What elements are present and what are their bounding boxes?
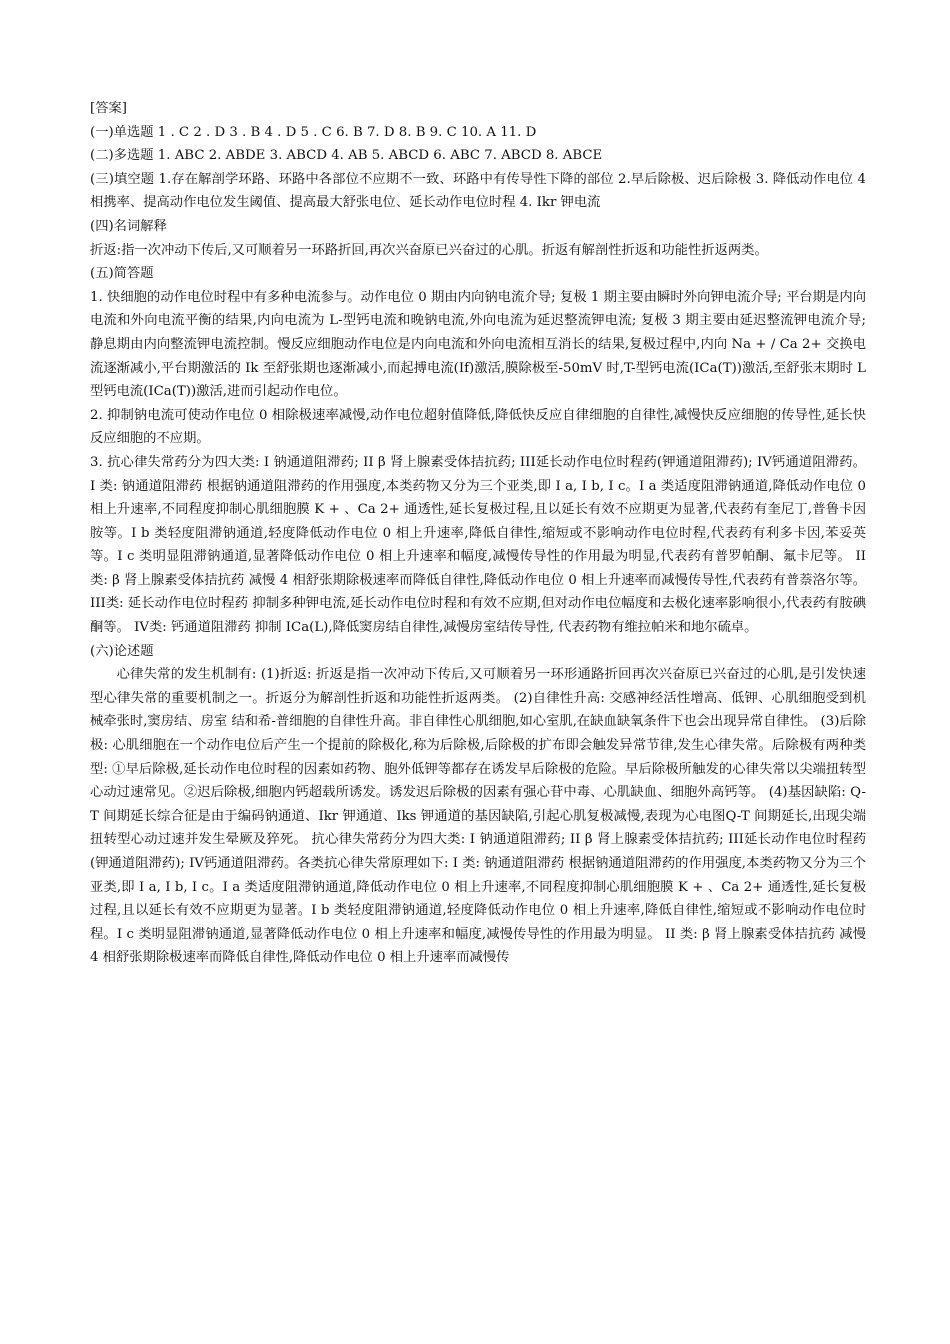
short-answer-3: 3. 抗心律失常药分为四大类: I 钠通道阻滞药; II β 肾上腺素受体拮抗药; III延长动作电位时程药(钾通道阻滞药); IV钙通道阻滞药。 I 类: 钠通道阻滞药 根据钠通道阻滞药的作用强度,本类药物又分为三个亚类,即 I a, I b, I c。I a 类适度阻滞钠通道,降低动作电位 0 相上升速率,不同程度抑制心肌细胞膜 K + 、Ca 2+ 通透性,延长复极过程,且以延长有效不应期更为显著,代表药有奎尼丁,普鲁卡因胺等。I b 类轻度阻滞钠通道,轻度降低动作电位 0 相上升速率,降低自律性,缩短或不影响动作电位时程,代表药有利多卡因,苯妥英等。I c 类明显阻滞钠通道,显著降低动作电位 0 相上升速率和幅度,减慢传导性的作用最为明显,代表药有普罗帕酮、氟卡尼等。 II 类: β 肾上腺素受体拮抗药 减慢 4 相舒张期除极速率而降低自律性,降低动作电位 0 相上升速率而减慢传导性,代表药有普萘洛尔等。 III类: 延长动作电位时程药 抑制多种钾电流,延长动作电位时程和有效不应期,但对动作电位幅度和去极化速率影响很小,代表药有胺碘酮等。 IV类: 钙通道阻滞药 抑制 ICa(L),降低窦房结自律性,减慢房室结传导性, 代表药物有维拉帕米和地尔硫卓。	[90, 454, 866, 636]
multiple-choice-answers: (二)多选题 1. ABC 2. ABDE 3. ABCD 4. AB 5. ABCD 6. ABC 7. ABCD 8. ABCE	[90, 148, 603, 164]
answer-document	[90, 97, 866, 970]
short-answer-1: 1. 快细胞的动作电位时程中有多种电流参与。动作电位 0 期由内向钠电流介导; 复极 1 期主要由瞬时外向钾电流介导; 平台期是内向电流和外向电流平衡的结果,内向电流为 L-型钙电流和晚钠电流,外向电流为延迟整流钾电流; 复极 3 期主要由延迟整流钾电流介导; 静息期由内向整流钾电流控制。慢反应细胞动作电位是内向电流和外向电流相互消长的结果,复极过程中,内向 Na + / Ca 2+ 交换电流逐渐减小,平台期激活的 Ik 至舒张期也逐渐减小,而起搏电流(If)激活,膜除极至-50mV 时,T-型钙电流(ICa(T))激活,至舒张末期时 L 型钙电流(ICa(T))激活,进而引起动作电位。	[90, 289, 866, 400]
short-answer-heading: (五)简答题	[90, 266, 154, 282]
short-answer-2: 2. 抑制钠电流可使动作电位 0 相除极速率减慢,动作电位超射值降低,降低快反应自律细胞的自律性,减慢快反应细胞的传导性,延长快反应细胞的不应期。	[90, 407, 866, 447]
answer-heading: [答案]	[90, 101, 127, 116]
fill-blank-answers: (三)填空题 1.存在解剖学环路、环路中各部位不应期不一致、环路中有传导性下降的部位 2.早后除极、迟后除极 3. 降低动作电位 4 相携率、提高动作电位发生阈值、提高最大舒张电位、延长动作电位时程 4. Ikr 钾电流	[90, 171, 866, 211]
term-explanation-text: 折返:指一次冲动下传后,又可顺着另一环路折回,再次兴奋原已兴奋过的心肌。折返有解剖性折返和功能性折返两类。	[90, 242, 768, 258]
essay-heading: (六)论述题	[90, 643, 154, 659]
single-choice-answers: (一)单选题 1 . C 2 . D 3 . B 4 . D 5 . C 6. B 7. D 8. B 9. C 10. A 11. D	[90, 124, 537, 140]
term-explanation-heading: (四)名词解释	[90, 218, 167, 234]
essay-text: 心律失常的发生机制有: (1)折返: 折返是指一次冲动下传后,又可顺着另一环形通路折回再次兴奋原已兴奋过的心肌,是引发快速型心律失常的重要机制之一。折返分为解剖性折返和功能性折返两类。 (2)自律性升高: 交感神经活性增高、低钾、心肌细胞受到机械牵张时,窦房结、房室 结和希-普细胞的自律性升高。非自律性心肌细胞,如心室肌,在缺血缺氧条件下也会出现异常自律性。 (3)后除极: 心肌细胞在一个动作电位后产生一个提前的除极化,称为后除极,后除极的扩布即会触发异常节律,发生心律失常。后除极有两种类型: ①早后除极,延长动作电位时程的因素如药物、胞外低钾等都存在诱发早后除极的危险。早后除极所触发的心律失常以尖端扭转型心动过速常见。②迟后除极,细胞内钙超载所诱发。诱发迟后除极的因素有强心苷中毒、心肌缺血、细胞外高钙等。 (4)基因缺陷: Q-T 间期延长综合征是由于编码钠通道、Ikr 钾通道、Iks 钾通道的基因缺陷,引起心肌复极减慢,表现为心电图Q-T 间期延长,出现尖端扭转型心动过速并发生晕厥及猝死。 抗心律失常药分为四大类: I 钠通道阻滞药; II β 肾上腺素受体拮抗药; III延长动作电位时程药(钾通道阻滞药); IV钙通道阻滞药。各类抗心律失常原理如下: I 类: 钠通道阻滞药 根据钠通道阻滞药的作用强度,本类药物又分为三个亚类,即 I a, I b, I c。I a 类适度阻滞钠通道,降低动作电位 0 相上升速率,不同程度抑制心肌细胞膜 K + 、Ca 2+ 通透性,延长复极过程,且以延长有效不应期更为显著。I b 类轻度阻滞钠通道,轻度降低动作电位 0 相上升速率,降低自律性,缩短或不影响动作电位时程。I c 类明显阻滞钠通道,显著降低动作电位 0 相上升速率和幅度,减慢传导性的作用最为明显。 II 类: β 肾上腺素受体拮抗药 减慢 4 相舒张期除极速率而降低自律性,降低动作电位 0 相上升速率而减慢传	[90, 667, 866, 966]
